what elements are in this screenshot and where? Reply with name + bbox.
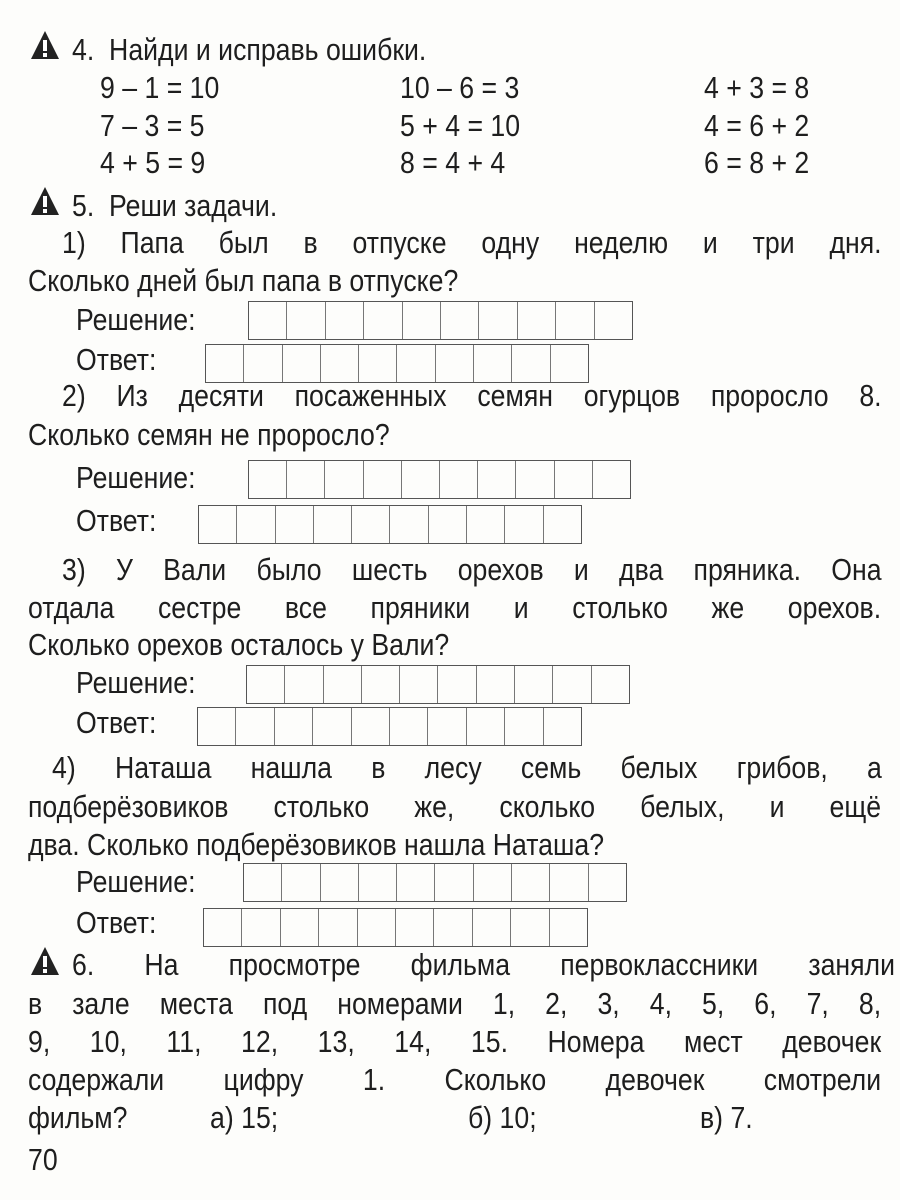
solution-input-boxes[interactable] [248,460,631,499]
answer-option-b[interactable]: б) 10; [468,1100,537,1135]
solution-label: Решение: [76,460,196,495]
task4-heading: 4. Найди и исправь ошибки. [72,32,427,67]
equation: 4 = 6 + 2 [704,108,810,143]
answer-input-boxes[interactable] [203,908,588,947]
equation: 9 – 1 = 10 [100,70,220,105]
problem-text: два. Сколько подберёзовиков нашла Наташа? [28,827,605,862]
task6-text: 9, 10, 11, 12, 13, 14, 15. Номера мест девочек [28,1024,882,1059]
solution-label: Решение: [76,302,196,337]
equation: 8 = 4 + 4 [400,145,506,180]
solution-input-boxes[interactable] [246,665,630,704]
task6-text: фильм? [28,1100,128,1135]
problem-text: отдала сестре все пряники и столько же орехов. [28,590,882,625]
answer-option-a[interactable]: а) 15; [210,1100,279,1135]
task6-text: содержали цифру 1. Сколько девочек смотрели [28,1062,882,1097]
solution-label: Решение: [76,864,196,899]
equation: 4 + 3 = 8 [704,70,810,105]
problem-text: 2) Из десяти посаженных семян огурцов проросло 8. [62,378,882,413]
answer-label: Ответ: [76,342,157,377]
solution-label: Решение: [76,665,196,700]
answer-label: Ответ: [76,503,157,538]
equation: 10 – 6 = 3 [400,70,520,105]
problem-text: Сколько орехов осталось у Вали? [28,627,450,662]
problem-text: Сколько семян не проросло? [28,417,390,452]
equation: 6 = 8 + 2 [704,145,810,180]
warning-triangle-icon [30,186,60,216]
problem-text: 4) Наташа нашла в лесу семь белых грибов, а [52,750,882,785]
answer-input-boxes[interactable] [197,707,582,746]
answer-option-v[interactable]: в) 7. [700,1100,753,1135]
task5-heading: 5. Реши задачи. [72,188,278,223]
problem-text: Сколько дней был папа в отпуске? [28,263,459,298]
problem-text: подберёзовиков столько же, сколько белых, и ещё [28,789,882,824]
equation: 7 – 3 = 5 [100,108,205,143]
solution-input-boxes[interactable] [243,863,627,902]
warning-triangle-icon [30,30,60,60]
task6-text: 6. На просмотре фильма первоклассники заняли [72,947,896,982]
answer-label: Ответ: [76,905,157,940]
answer-label: Ответ: [76,705,157,740]
task6-text: в зале места под номерами 1, 2, 3, 4, 5, 6, 7, 8, [28,986,882,1021]
solution-input-boxes[interactable] [248,301,633,340]
warning-triangle-icon [30,946,60,976]
problem-text: 1) Папа был в отпуске одну неделю и три дня. [62,225,882,260]
equation: 5 + 4 = 10 [400,108,521,143]
answer-input-boxes[interactable] [198,505,582,544]
problem-text: 3) У Вали было шесть орехов и два пряника. Она [62,552,882,587]
equation: 4 + 5 = 9 [100,145,206,180]
page-number: 70 [28,1142,58,1177]
